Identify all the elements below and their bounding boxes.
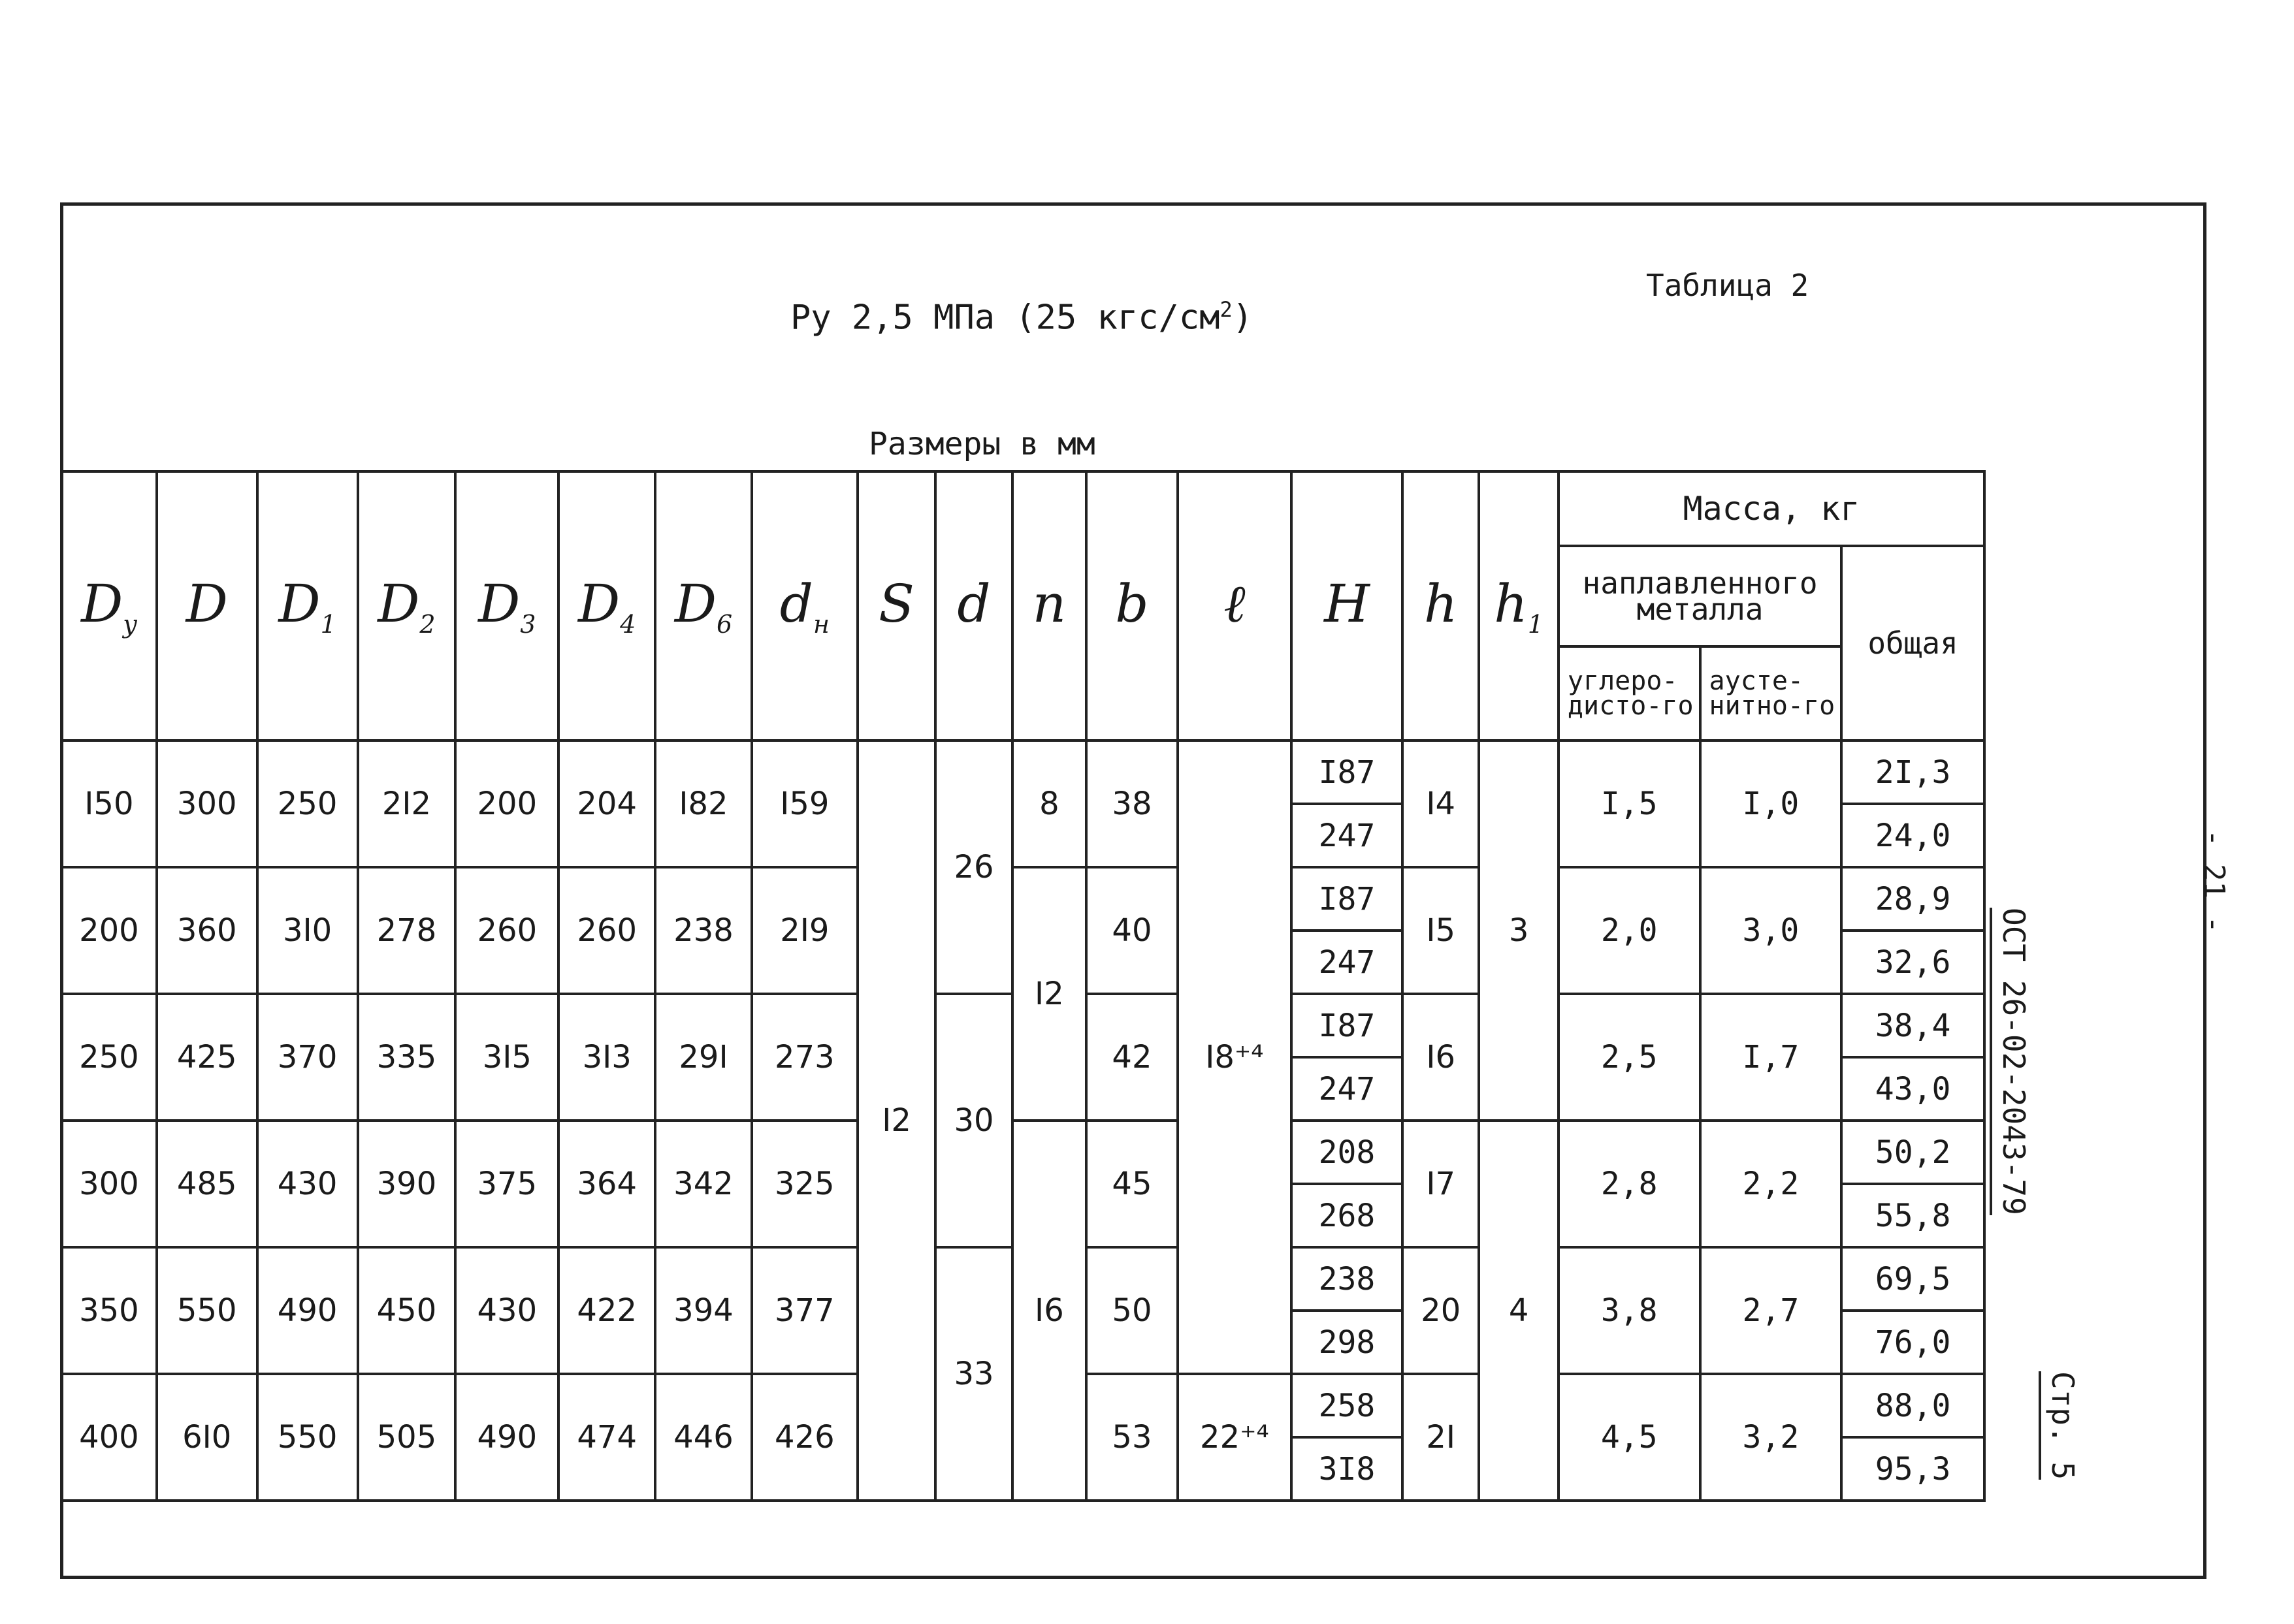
cell-dy: 250 (61, 994, 157, 1121)
cell-dn: 377 (752, 1247, 858, 1374)
cell-total-lower: 95,3 (1841, 1437, 1984, 1501)
cell-h-lower: 247 (1291, 931, 1402, 994)
cell-total-lower: 32,6 (1841, 931, 1984, 994)
cell-total-upper: 38,4 (1841, 994, 1984, 1057)
cell-n: 8 (1012, 740, 1086, 867)
cell-h1: 4 (1479, 1121, 1558, 1501)
cell-b: 50 (1086, 1247, 1178, 1374)
cell-austenitic: 2,7 (1700, 1247, 1842, 1374)
cell-d3: 3I5 (455, 994, 558, 1121)
col-header: H (1291, 471, 1402, 740)
cell-h-upper: 238 (1291, 1247, 1402, 1311)
cell-d4: 3I3 (558, 994, 655, 1121)
cell-h-lower: 298 (1291, 1311, 1402, 1374)
col-header: n (1012, 471, 1086, 740)
cell-b: 45 (1086, 1121, 1178, 1247)
cell-d6: 29I (655, 994, 752, 1121)
cell-d-bolt: 33 (935, 1247, 1012, 1501)
cell-h: I7 (1402, 1121, 1479, 1247)
cell-d: 300 (157, 740, 257, 867)
cell-d2: 2I2 (358, 740, 456, 867)
cell-d6: 446 (655, 1374, 752, 1501)
col-header: b (1086, 471, 1178, 740)
cell-dy: I50 (61, 740, 157, 867)
col-header: $d_н$ (752, 471, 858, 740)
cell-dy: 350 (61, 1247, 157, 1374)
cell-total-upper: 69,5 (1841, 1247, 1984, 1311)
cell-dy: 200 (61, 867, 157, 994)
document-code: ОСТ 26-02-2043-79 (1990, 908, 2031, 1215)
cell-d2: 450 (358, 1247, 456, 1374)
cell-n: I2 (1012, 867, 1086, 1121)
austenitic-header: аусте-нитно-го (1700, 646, 1842, 740)
cell-dn: I59 (752, 740, 858, 867)
cell-carbon: I,5 (1559, 740, 1700, 867)
pressure-title: Ру 2,5 МПа (25 кгс/$см^2$) (790, 297, 1253, 338)
mass-header: Масса, кг (1559, 471, 1984, 546)
cell-total-lower: 43,0 (1841, 1057, 1984, 1121)
cell-d: 550 (157, 1247, 257, 1374)
cell-dn: 2I9 (752, 867, 858, 994)
cell-total-upper: 50,2 (1841, 1121, 1984, 1184)
cell-n: I6 (1012, 1121, 1086, 1501)
cell-carbon: 3,8 (1559, 1247, 1700, 1374)
cell-d1: 370 (257, 994, 358, 1121)
cell-d4: 204 (558, 740, 655, 867)
cell-h-lower: 268 (1291, 1184, 1402, 1247)
cell-total-upper: 88,0 (1841, 1374, 1984, 1437)
col-header: $D_2$ (358, 471, 456, 740)
cell-austenitic: 3,0 (1700, 867, 1842, 994)
cell-d3: 260 (455, 867, 558, 994)
dimensions-table (60, 470, 1986, 1502)
cell-total-upper: 28,9 (1841, 867, 1984, 931)
cell-h-lower: 3I8 (1291, 1437, 1402, 1501)
cell-l: 22⁺⁴ (1178, 1374, 1291, 1501)
col-header: $D_4$ (558, 471, 655, 740)
cell-h: 2I (1402, 1374, 1479, 1501)
page-number: - 21 - (2197, 829, 2231, 933)
cell-h-upper: 208 (1291, 1121, 1402, 1184)
cell-d4: 364 (558, 1121, 655, 1247)
cell-d6: 342 (655, 1121, 752, 1247)
cell-s: I2 (858, 740, 935, 1501)
cell-austenitic: 3,2 (1700, 1374, 1842, 1501)
cell-austenitic: 2,2 (1700, 1121, 1842, 1247)
cell-h-upper: 258 (1291, 1374, 1402, 1437)
cell-d1: 430 (257, 1121, 358, 1247)
cell-d4: 422 (558, 1247, 655, 1374)
cell-h-upper: I87 (1291, 740, 1402, 804)
cell-d1: 550 (257, 1374, 358, 1501)
cell-d2: 278 (358, 867, 456, 994)
cell-h-upper: I87 (1291, 867, 1402, 931)
table-label: Таблица 2 (1646, 268, 1809, 303)
col-header: D (157, 471, 257, 740)
cell-h: I6 (1402, 994, 1479, 1121)
cell-h-lower: 247 (1291, 804, 1402, 867)
cell-carbon: 4,5 (1559, 1374, 1700, 1501)
col-header: S (858, 471, 935, 740)
cell-total-upper: 2I,3 (1841, 740, 1984, 804)
cell-dn: 325 (752, 1121, 858, 1247)
cell-d: 425 (157, 994, 257, 1121)
cell-h: 20 (1402, 1247, 1479, 1374)
cell-b: 53 (1086, 1374, 1178, 1501)
cell-h: I4 (1402, 740, 1479, 867)
col-header: ℓ (1178, 471, 1291, 740)
cell-dy: 300 (61, 1121, 157, 1247)
deposited-metal-header: наплавленного металла (1559, 546, 1841, 646)
cell-d4: 474 (558, 1374, 655, 1501)
cell-b: 40 (1086, 867, 1178, 994)
cell-carbon: 2,5 (1559, 994, 1700, 1121)
cell-total-lower: 55,8 (1841, 1184, 1984, 1247)
cell-total-lower: 76,0 (1841, 1311, 1984, 1374)
col-header: $h_1$ (1479, 471, 1558, 740)
cell-d3: 430 (455, 1247, 558, 1374)
col-header: $D_1$ (257, 471, 358, 740)
cell-d2: 335 (358, 994, 456, 1121)
col-header: $D_y$ (61, 471, 157, 740)
carbon-header: углеро-дисто-го (1559, 646, 1700, 740)
cell-d1: 3I0 (257, 867, 358, 994)
cell-d: 485 (157, 1121, 257, 1247)
cell-dn: 426 (752, 1374, 858, 1501)
cell-h-upper: I87 (1291, 994, 1402, 1057)
cell-d3: 200 (455, 740, 558, 867)
cell-d3: 375 (455, 1121, 558, 1247)
col-header: $D_3$ (455, 471, 558, 740)
cell-carbon: 2,0 (1559, 867, 1700, 994)
cell-h-lower: 247 (1291, 1057, 1402, 1121)
cell-b: 42 (1086, 994, 1178, 1121)
cell-d1: 250 (257, 740, 358, 867)
cell-dy: 400 (61, 1374, 157, 1501)
page-label: Стр. 5 (2039, 1371, 2080, 1480)
cell-austenitic: I,7 (1700, 994, 1842, 1121)
cell-total-lower: 24,0 (1841, 804, 1984, 867)
col-header: $D_6$ (655, 471, 752, 740)
cell-l: I8⁺⁴ (1178, 740, 1291, 1374)
col-header: d (935, 471, 1012, 740)
cell-d-bolt: 26 (935, 740, 1012, 994)
cell-d2: 505 (358, 1374, 456, 1501)
col-header: h (1402, 471, 1479, 740)
cell-d1: 490 (257, 1247, 358, 1374)
cell-d: 360 (157, 867, 257, 994)
cell-h: I5 (1402, 867, 1479, 994)
cell-d2: 390 (358, 1121, 456, 1247)
cell-d-bolt: 30 (935, 994, 1012, 1247)
cell-h1: 3 (1479, 740, 1558, 1121)
cell-d: 6I0 (157, 1374, 257, 1501)
cell-d4: 260 (558, 867, 655, 994)
cell-dn: 273 (752, 994, 858, 1121)
cell-d3: 490 (455, 1374, 558, 1501)
cell-b: 38 (1086, 740, 1178, 867)
cell-d6: I82 (655, 740, 752, 867)
units-caption: Размеры в мм (869, 426, 1095, 462)
cell-d6: 238 (655, 867, 752, 994)
cell-austenitic: I,0 (1700, 740, 1842, 867)
cell-d6: 394 (655, 1247, 752, 1374)
total-mass-header: общая (1841, 546, 1984, 740)
cell-carbon: 2,8 (1559, 1121, 1700, 1247)
